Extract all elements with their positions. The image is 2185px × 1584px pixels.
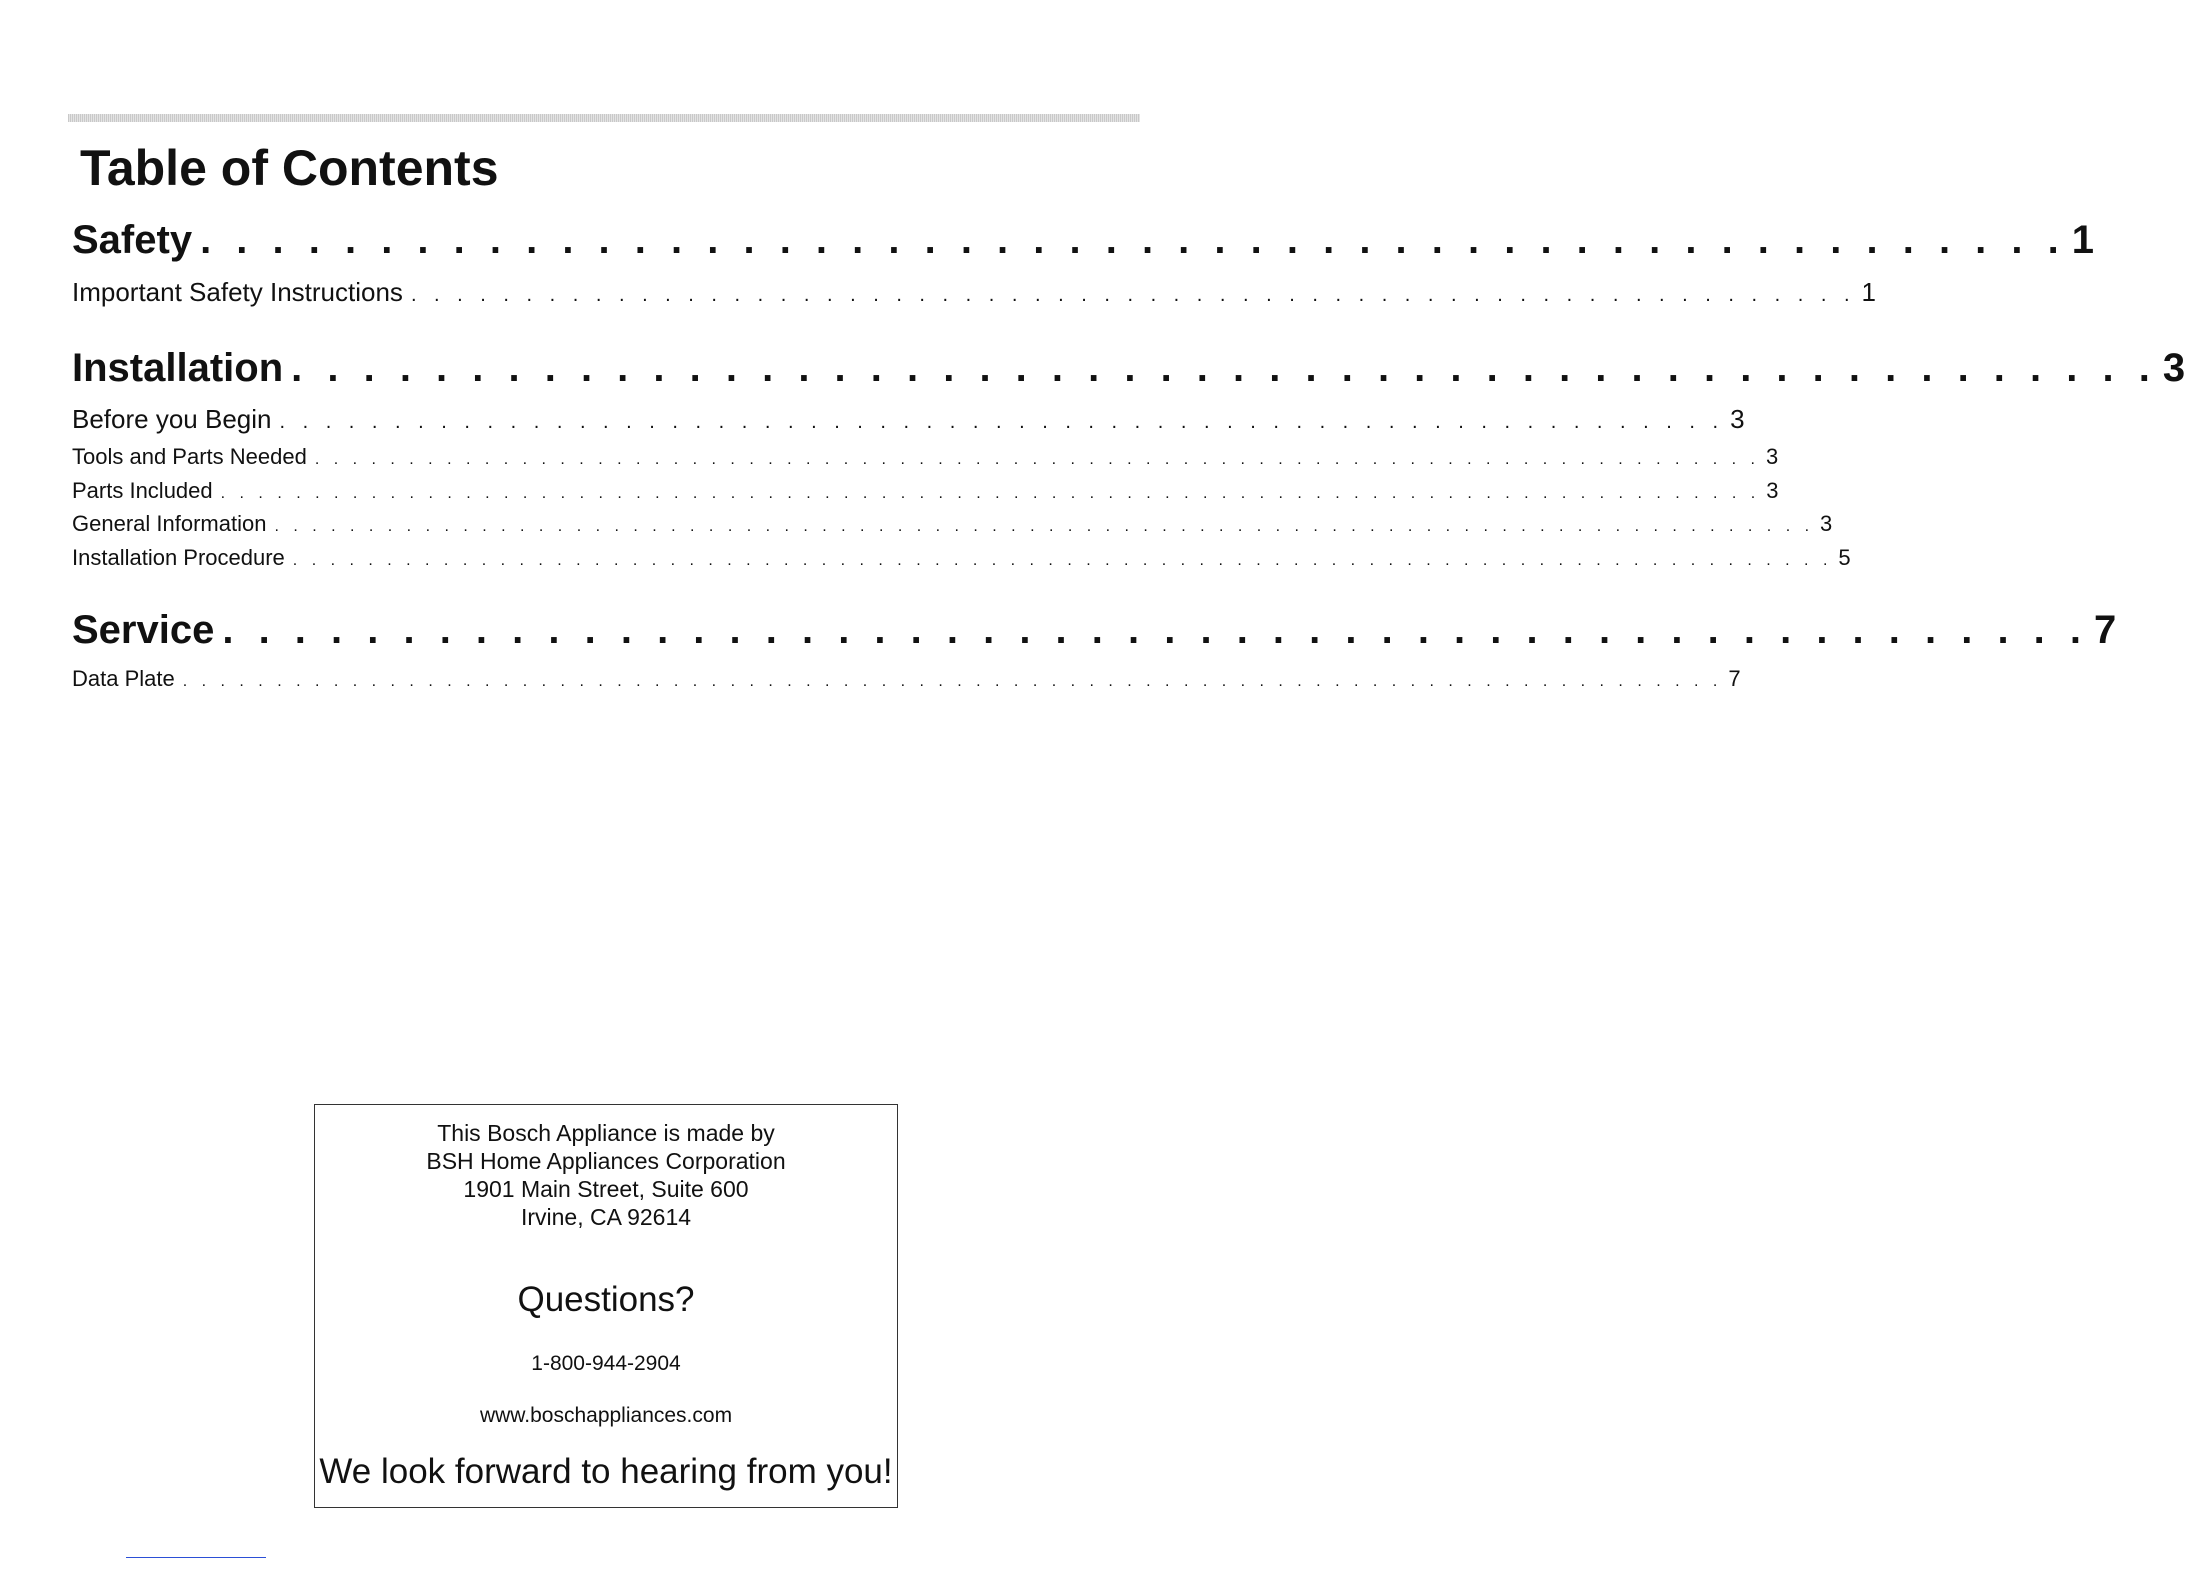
toc-section-label: Installation [72, 346, 284, 390]
toc-section-label: Service [72, 608, 215, 652]
contact-info-box [314, 1104, 898, 1508]
toc-section-installation[interactable] [72, 344, 2185, 392]
toc-item-installation-procedure[interactable] [72, 544, 1851, 575]
toc-section-service[interactable] [72, 606, 2117, 654]
toc-page-number: 5 [1838, 545, 1851, 570]
website-link[interactable]: www.boschappliances.com [479, 1404, 733, 1427]
toc-page-number: 1 [1861, 277, 1876, 307]
toc-item-parts-included[interactable] [72, 477, 1779, 508]
dot-leader: . . . . . . . . . . . . . . . . . . . . . . . . . . . . . . . . . . . . . . . . . . . . . . . . . . . . . . . . . . . . . . . . . . . . . . . . . . . . . . . . . . [274, 518, 1815, 535]
dot-leader: . . . . . . . . . . . . . . . . . . . . . . . . . . . . . . . . . . . . . . . . . . . . . . . . . . . . [291, 346, 2157, 390]
maker-line: This Bosch Appliance is made by [437, 1120, 775, 1146]
toc-page-number: 7 [2094, 608, 2117, 652]
toc-item-tools-and-parts-needed[interactable] [72, 443, 1779, 474]
questions-heading: Questions? [517, 1280, 695, 1319]
top-divider-rule [68, 114, 1140, 122]
footer-link-underline [126, 1557, 266, 1558]
dot-leader: . . . . . . . . . . . . . . . . . . . . . . . . . . . . . . . . . . . . . . . . . . . . . . . . . . . . [200, 218, 2066, 262]
toc-section-safety[interactable] [72, 216, 2094, 264]
toc-item-label: General Information [72, 511, 267, 536]
toc-page-number: 3 [1730, 404, 1745, 434]
street-address: 1901 Main Street, Suite 600 [463, 1176, 749, 1202]
dot-leader: . . . . . . . . . . . . . . . . . . . . . . . . . . . . . . . . . . . . . . . . . . . . . . . . . . . . . . . . . . . . . . . . . . . . . . . . . . . . . . . . . . [292, 552, 1833, 569]
toc-page-number: 3 [1820, 511, 1833, 536]
dot-leader: . . . . . . . . . . . . . . . . . . . . . . . . . . . . . . . . . . . . . . . . . . . . . . . . . . . . . . . . . . . . . . . [279, 411, 1725, 433]
toc-page-number: 3 [1766, 478, 1779, 503]
dot-leader: . . . . . . . . . . . . . . . . . . . . . . . . . . . . . . . . . . . . . . . . . . . . . . . . . . . . . . . . . . . . . . . . . . . . . . . . . . . . . [314, 451, 1760, 468]
dot-leader: . . . . . . . . . . . . . . . . . . . . . . . . . . . . . . . . . . . . . . . . . . . . . . . . . . . . . . . . . . . . . . . [410, 284, 1856, 306]
toc-page-number: 3 [2162, 346, 2185, 390]
toc-item-data-plate[interactable] [72, 665, 1741, 696]
toc-item-general-information[interactable] [72, 510, 1833, 541]
toc-page-number: 1 [2071, 218, 2094, 262]
dot-leader: . . . . . . . . . . . . . . . . . . . . . . . . . . . . . . . . . . . . . . . . . . . . . . . . . . . . . . . . . . . . . . . . . . . . . . . . . . . . . . . . . . [220, 485, 1761, 502]
toc-page-number: 3 [1765, 444, 1779, 469]
phone-number[interactable]: 1-800-944-2904 [531, 1352, 681, 1375]
company-name: BSH Home Appliances Corporation [426, 1148, 786, 1174]
page-title: Table of Contents [80, 140, 499, 196]
toc-item-label: Before you Begin [72, 404, 272, 434]
closing-message: We look forward to hearing from you! [319, 1452, 893, 1491]
toc-page-number: 7 [1728, 666, 1741, 691]
toc-section-label: Safety [72, 218, 193, 262]
dot-leader: . . . . . . . . . . . . . . . . . . . . . . . . . . . . . . . . . . . . . . . . . . . . . . . . . . . . [222, 608, 2089, 652]
dot-leader: . . . . . . . . . . . . . . . . . . . . . . . . . . . . . . . . . . . . . . . . . . . . . . . . . . . . . . . . . . . . . . . . . . . . . . . . . . . . . . . . . . [182, 673, 1723, 690]
toc-item-label: Installation Procedure [72, 545, 285, 570]
toc-item-label: Parts Included [72, 478, 213, 503]
toc-item-important-safety-instructions[interactable] [72, 276, 1876, 311]
toc-item-label: Data Plate [72, 666, 175, 691]
toc-item-before-you-begin[interactable] [72, 403, 1745, 438]
toc-item-label: Tools and Parts Needed [72, 444, 307, 469]
city-state-zip: Irvine, CA 92614 [520, 1204, 692, 1230]
toc-item-label: Important Safety Instructions [72, 277, 403, 307]
